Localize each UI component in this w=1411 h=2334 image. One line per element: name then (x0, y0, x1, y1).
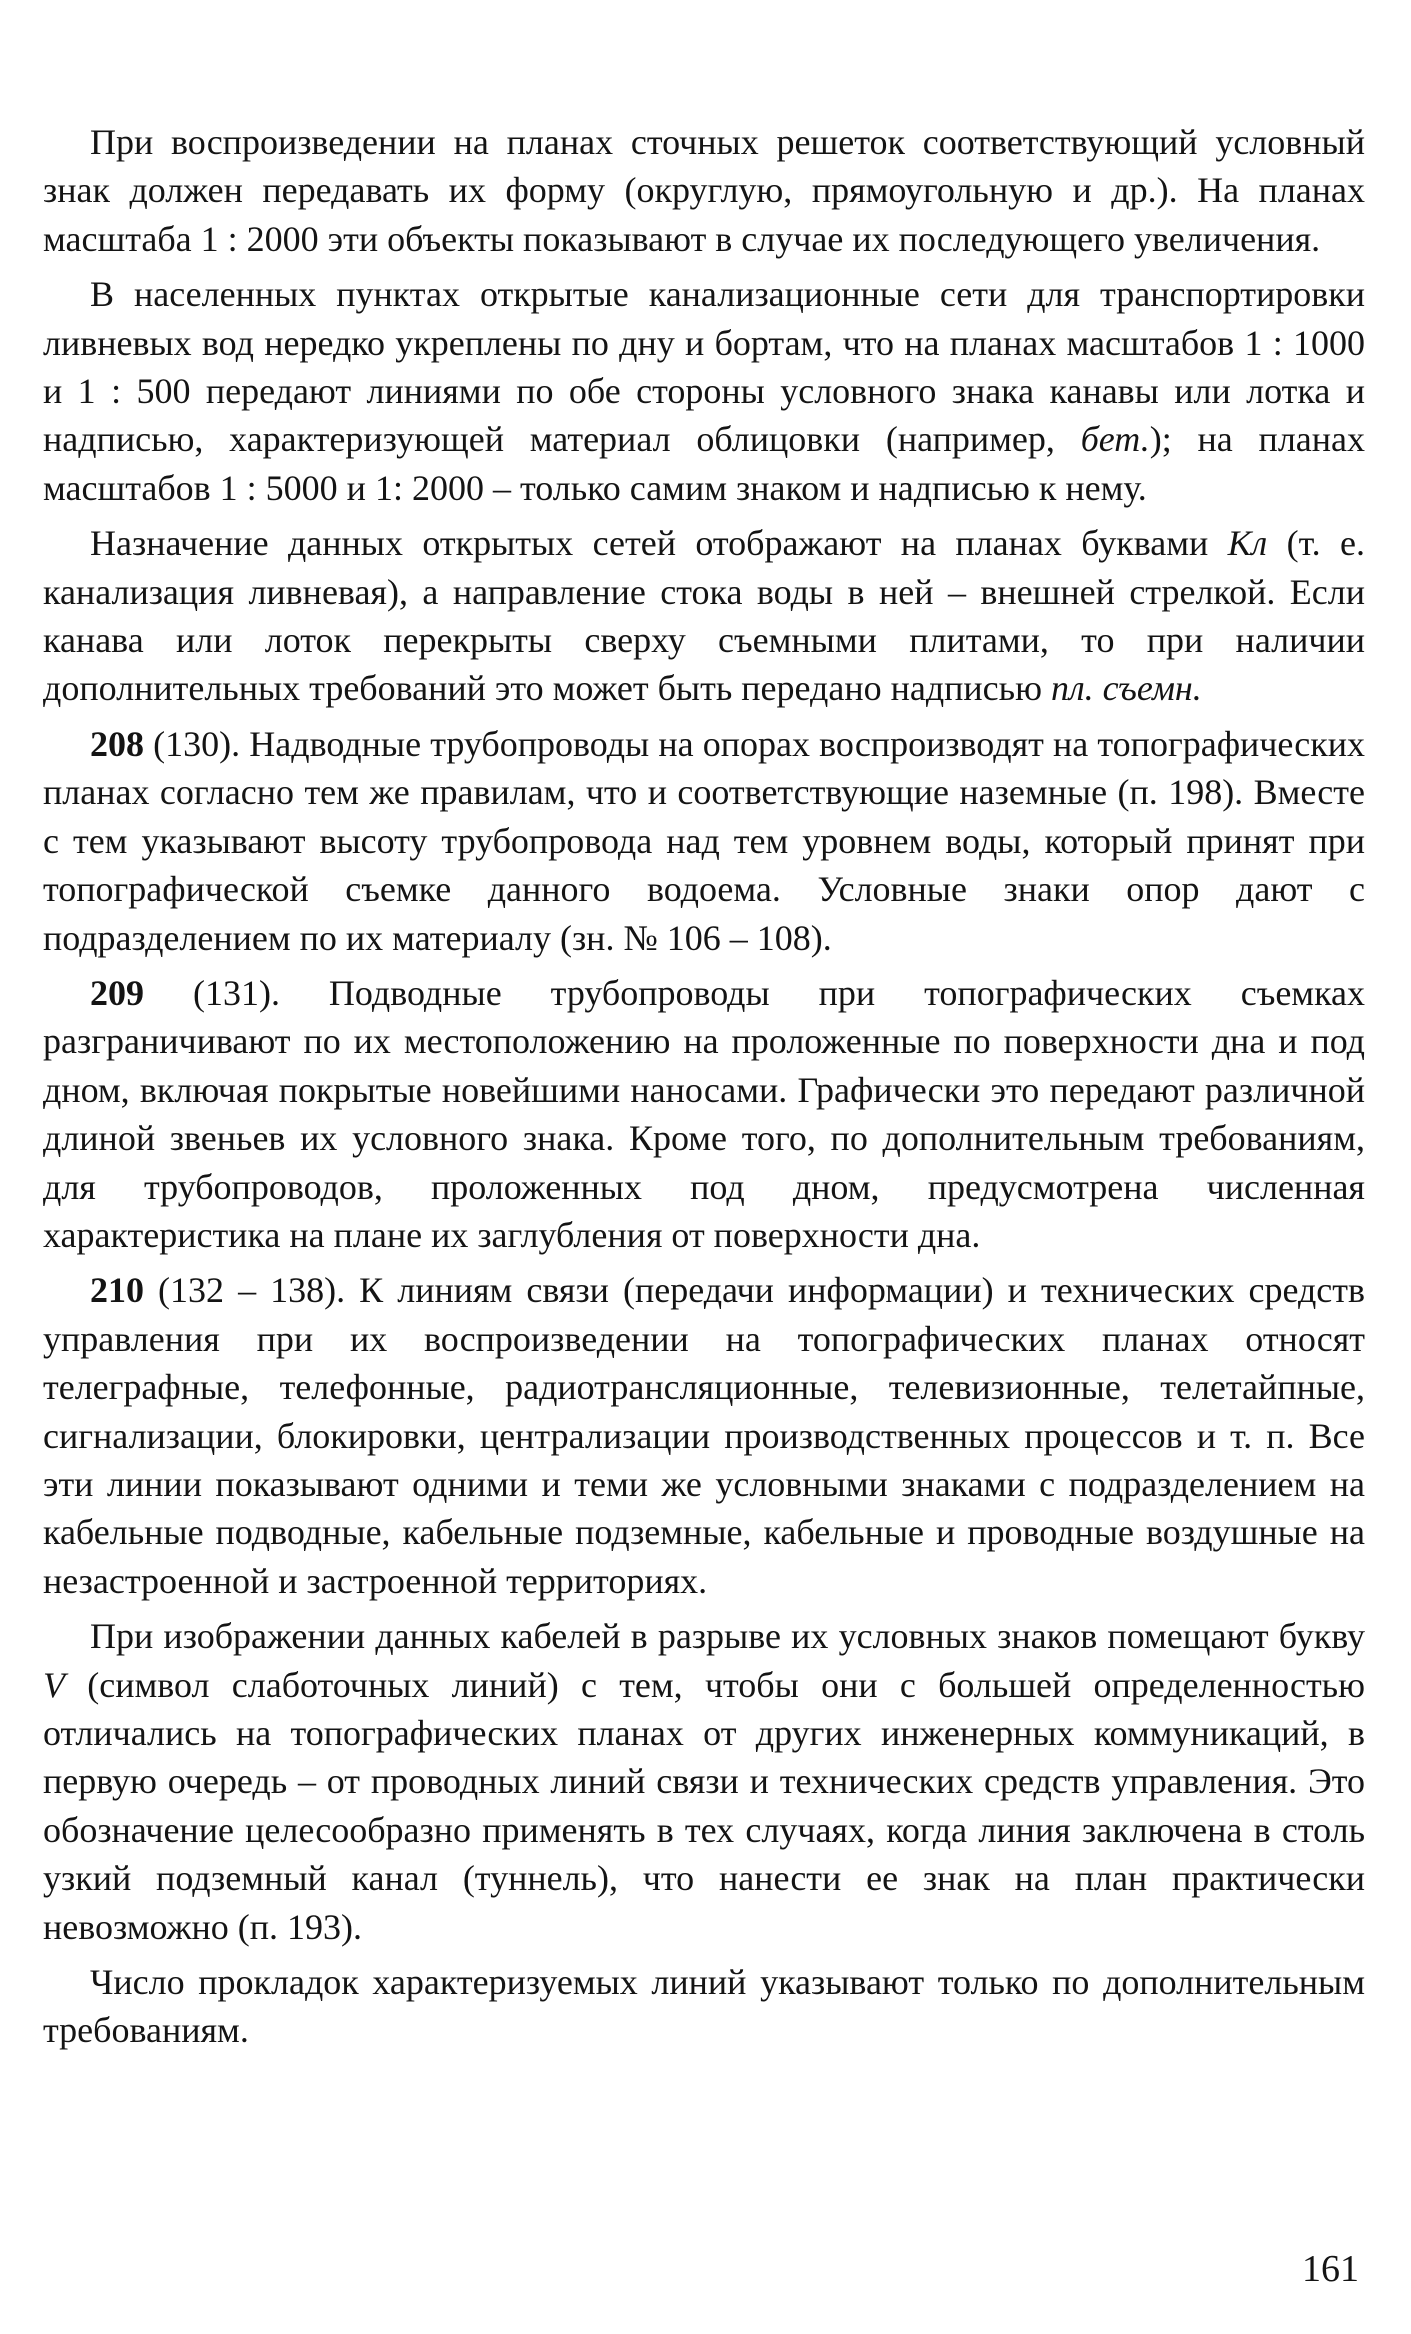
italic-term: пл. съемн. (1050, 668, 1202, 709)
paragraph-text: (130). Надводные трубопроводы на опорах воспроизводят на топографических планах согласно тем же правилам, что и соответствующие наземные (п. 198). Вместе с тем указывают высоту трубопровода над тем уровнем воды, который принят при топографической съемке данного водоема. Условные знаки опор дают с подразделением по их материалу (зн. № 106 – 108). (43, 723, 1365, 958)
paragraph-text: При изображении данных кабелей в разрыве их условных знаков помещают букву (90, 1616, 1365, 1657)
paragraph (43, 519, 1365, 713)
paragraph-text: (132 – 138). К линиям связи (передачи информации) и технических средств управления при их воспроизведении на топографических планах относят телеграфные, телефонные, радиотрансляционные, телевизионные, телетайпные, сигнализации, блокировки, централизации производственных процессов и т. п. Все эти линии показывают одними и теми же условными знаками с подразделением на кабельные подводные, кабельные подземные, кабельные и проводные воздушные на незастроенной и застроенной территориях. (43, 1270, 1365, 1601)
paragraph-text: В населенных пунктах открытые канализационные сети для транспортировки ливневых вод нередко укреплены по дну и бортам, что на планах масштабов 1 : 1000 и 1 : 500 передают линиями по обе стороны условного знака канавы или лотка и надписью, характеризующей материал облицовки (например, (43, 274, 1365, 460)
paragraph-text: Назначение данных открытых сетей отображают на планах буквами (90, 523, 1228, 564)
paragraph (43, 118, 1365, 263)
page-body (43, 118, 1365, 2062)
paragraph-text: (т. е. канализация ливневая), а направление стока воды в ней – внешней стрелкой. Если канава или лоток перекрыты сверху съемными плитами, то при наличии дополнительных требований это может быть передано надписью (43, 523, 1365, 709)
paragraph (43, 720, 1365, 962)
paragraph (43, 270, 1365, 512)
paragraph-text: При воспроизведении на планах сточных решеток соответствующий условный знак должен передавать их форму (округлую, прямоугольную и др.). На планах масштаба 1 : 2000 эти объекты показывают в случае их последующего увеличения. (43, 122, 1365, 259)
section-number: 209 (90, 972, 144, 1013)
paragraph (43, 969, 1365, 1259)
paragraph-text: Число прокладок характеризуемых линий указывают только по дополнительным требованиям. (43, 1962, 1365, 2051)
paragraph (43, 1958, 1365, 2055)
italic-term: V (43, 1664, 65, 1705)
italic-term: Кл (1227, 523, 1268, 564)
paragraph-text: ); на планах масштабов 1 : 5000 и 1: 2000 – только самим знаком и надписью к нему. (43, 419, 1366, 508)
paragraph (43, 1612, 1365, 1951)
italic-term: бет. (1080, 419, 1150, 460)
section-number: 210 (90, 1270, 144, 1311)
section-number: 208 (90, 723, 144, 764)
paragraph-text: (131). Подводные трубопроводы при топографических съемках разграничивают по их местоположению на проложенные по поверхности дна и под дном, включая покрытые новейшими наносами. Графически это передают различной длиной звеньев их условного знака. Кроме того, по дополнительным требованиям, для трубопроводов, проложенных под дном, предусмотрена численная характеристика на плане их заглубления от поверхности дна. (43, 972, 1365, 1255)
paragraph-text: (символ слаботочных линий) с тем, чтобы они с большей определенностью отличались на топографических планах от других инженерных коммуникаций, в первую очередь – от проводных линий связи и технических средств управления. Это обозначение целесообразно применять в тех случаях, когда линия заключена в столь узкий подземный канал (туннель), что нанести ее знак на план практически невозможно (п. 193). (43, 1664, 1365, 1947)
page-number: 161 (1302, 2248, 1359, 2290)
paragraph (43, 1266, 1365, 1605)
